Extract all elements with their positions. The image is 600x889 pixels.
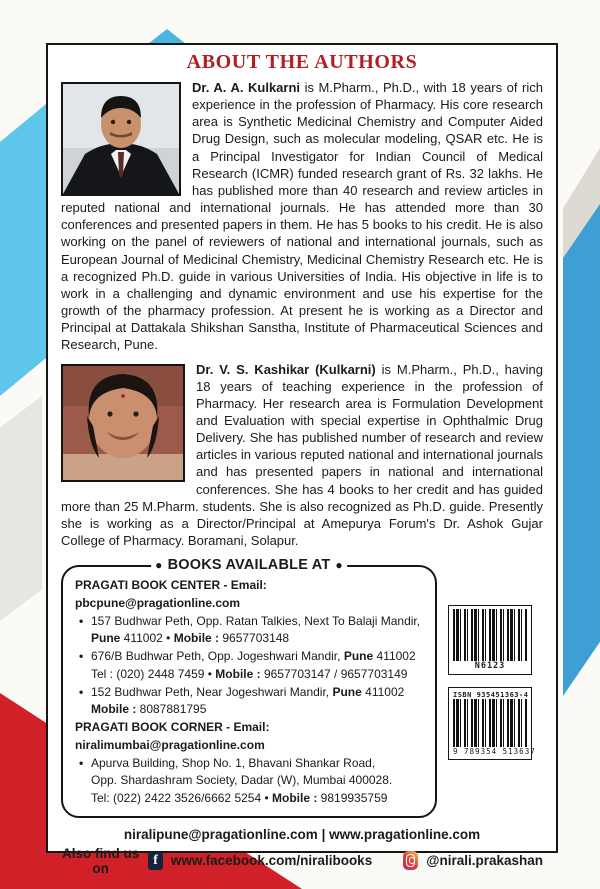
isbn-barcode [448,687,536,760]
books-available-title: BOOKS AVAILABLE AT [167,557,331,574]
author-bio-kulkarni [61,79,543,354]
store-address-line: Mobile : 8087881795 [91,702,207,717]
portrait-woman-illustration [63,366,183,480]
stock-code-label: N6123 [474,661,506,672]
store-address-line: • 152 Budhwar Peth, Near Jogeshwari Mandir, Pune 411002 [75,684,425,702]
bullet-dot-icon: ● [335,558,343,573]
author-bio-text: Dr. A. A. Kulkarni is M.Pharm., Ph.D., with 18 years of rich experience in the profession of Pharmacy. His core research area is Synthetic Medicinal Chemistry and Computer Aided Drug Design, such as molecular modeling, QSAR etc. He is a Principal Investigator for Indian Council of Medical Research (ICMR) funded research grant of Rs. 32 lakhs. He has published more than 40 research and review articles in reputed national and international journals. He has attended more than 30 conferences and presented papers in them. He has 5 books to his credit. He is also working on the panel of reviewers of national and international journals, such as European Journal of Medicinal Chemistry, Medicinal Chemistry Research etc. He is a recognized Ph.D. guide in various Universities of India. His objective in life is to work in a challenging and dynamic environment and use his expertise for the growth of the pharmacy profession. At present he is working as a Director and Principal at Dattakala Shikshan Sanstha, Institute of Pharmaceutical Sciences and Research, Pune. [61,80,543,353]
decor-left-gray-band [0,396,42,621]
isbn-number-label: ISBN 935451363-4 [453,691,529,700]
store-address-line: Pune 411002 • Mobile : 9657703148 [91,631,290,646]
stock-barcode [448,605,532,675]
facebook-url: www.facebook.com/niralibooks [170,853,373,869]
bullet-dot-icon: ● [155,558,163,573]
portrait-man-illustration [63,84,179,194]
publisher-contact-line: niralipune@pragationline.com | www.pragationline.com [123,826,481,842]
store-address-line: Opp. Shardashram Society, Dadar (W), Mumbai 400028. [91,773,393,788]
facebook-icon: f [148,852,163,870]
store-header-pragati-corner: PRAGATI BOOK CORNER - Email: niralimumbai@pragationline.com [75,720,270,752]
decor-top-blue-triangle [148,29,186,44]
author-photo-male [61,82,181,196]
author-photo-female [61,364,185,482]
social-links-line [61,846,543,876]
store-address-line: • 157 Budhwar Peth, Opp. Ratan Talkies, Next To Balaji Mandir, [75,613,425,631]
books-and-barcodes-row [61,557,543,818]
also-find-us-label: Also find us on [62,845,140,876]
store-address-list [75,577,425,808]
isbn-digits-label: 9 789354 513637 [453,747,536,757]
store-address-line: Tel : (020) 2448 7459 • Mobile : 9657703147 / 9657703149 [91,666,408,681]
barcode-stripes [453,699,527,747]
books-available-header [151,557,347,573]
store-address-line: Tel: (022) 2422 3526/6662 5254 • Mobile : 9819935759 [91,791,388,806]
books-available-box [61,557,437,818]
about-authors-card [46,43,558,876]
publisher-footer [61,827,543,876]
page-title: ABOUT THE AUTHORS [186,51,418,73]
decor-left-blue-band [0,104,46,396]
store-header-pragati-center: PRAGATI BOOK CENTER - Email: pbcpune@pragationline.com [75,578,267,610]
store-address-line: • Apurva Building, Shop No. 1, Bhavani Shankar Road, [75,755,425,773]
instagram-handle: @nirali.prakashan [426,853,544,869]
barcode-stripes [453,609,527,661]
barcode-column [437,565,543,818]
instagram-icon [403,851,418,870]
author-bio-kashikar [61,361,543,550]
decor-right-blue-band [563,204,600,696]
author-bio-text: Dr. V. S. Kashikar (Kulkarni) is M.Pharm., Ph.D., having 18 years of teaching experience in the profession of Pharmacy. Her research area is Formulation Development and Evaluation with special expertise in Ophthalmic Drug Delivery. She has published number of research and review articles in various reputed national and international journals and has presented papers in national and international conferences. She has 4 books to her credit and has guided more than 25 M.Pharm. students. She is also recognized as Ph.D. guide. Presently she is working as a Director/Principal at Amepurya Forum's Dr. Ashok Gujar College of Pharmacy. Boramani, Solapur. [61,361,543,549]
store-address-line: • 676/B Budhwar Peth, Opp. Jogeshwari Mandir, Pune 411002 [75,648,425,666]
